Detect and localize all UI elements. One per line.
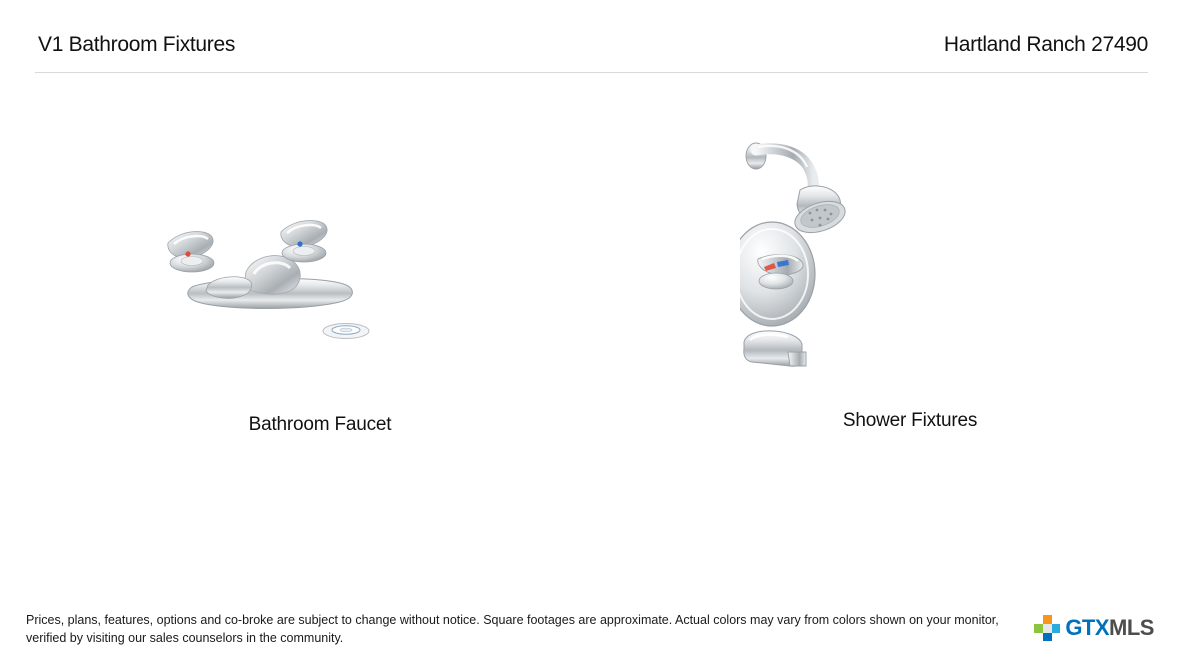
disclaimer-text: Prices, plans, features, options and co-broke are subject to change without notice. Square footages are approximate. Actual colors may vary from colors shown on your monitor, verified by visiting our sales counselors in the community.: [26, 612, 999, 645]
fixtures-gallery: [0, 74, 1182, 594]
fixture-caption: Bathroom Faucet: [248, 414, 392, 435]
shower-fixtures-image: [740, 134, 1080, 394]
community-name: Hartland Ranch 27490: [943, 33, 1148, 56]
gtx-mls-logo: [1034, 613, 1154, 643]
logo-text-gtx: GTX: [1065, 615, 1110, 640]
bathroom-faucet-image: [150, 154, 490, 384]
fixture-item-bathroom-faucet: [150, 154, 490, 436]
page-title: V1 Bathroom Fixtures: [38, 33, 236, 56]
logo-text: [1065, 617, 1154, 639]
page-header: [0, 0, 1182, 74]
header-divider: [35, 72, 1148, 73]
fixture-item-shower-fixtures: [740, 134, 1080, 432]
fixture-caption: Shower Fixtures: [842, 410, 978, 431]
logo-text-mls: MLS: [1109, 615, 1154, 640]
logo-mark-icon: [1034, 615, 1060, 641]
page-footer: [0, 595, 1182, 665]
